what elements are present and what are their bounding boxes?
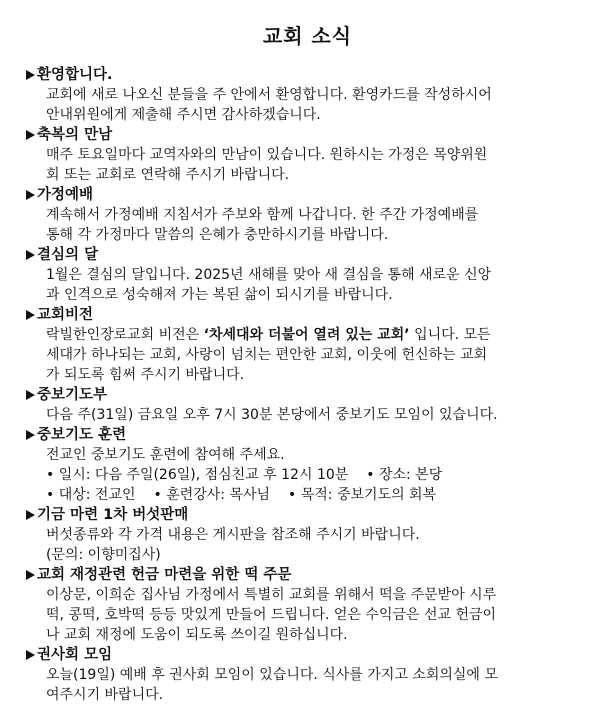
section-church-vision (26, 305, 589, 385)
section-heading: 교회비전 (26, 305, 589, 325)
section-body: 락빌한인장로교회 비전은 ‘차세대와 더불어 열려 있는 교회’ 입니다. 모든 세대가 하나되는 교회, 사랑이 넘치는 편안한 교회, 이웃에 헌신하는 교회 가 되도록 힘써 주시기 바랍니다. (46, 327, 491, 383)
section-body: 계속해서 가정예배 지침서가 주보와 함께 나갑니다. 한 주간 가정예배를 통해 각 가정마다 말씀의 은혜가 충만하시기를 바랍니다. (46, 207, 479, 243)
vision-statement: ‘차세대와 더불어 열려 있는 교회’ (203, 327, 410, 343)
section-heading: 가정예배 (26, 185, 589, 205)
triangle-bullet-icon (26, 190, 35, 200)
section-body: 1월은 결심의 달입니다. 2025년 새해를 맞아 새 결심을 통해 새로운 신앙 과 인격으로 성숙해져 가는 복된 삶이 되시기를 바랍니다. (46, 267, 492, 303)
section-heading: 중보기도부 (26, 385, 589, 405)
triangle-bullet-icon (26, 570, 35, 580)
page-title: 교회 소식 (262, 24, 353, 48)
section-intercession-training (26, 425, 589, 505)
section-heading: 중보기도 훈련 (26, 425, 589, 445)
detail-item: • 목적: 중보기도의 회복 (288, 487, 437, 503)
detail-row (46, 465, 589, 485)
section-intercession-dept (26, 385, 589, 425)
detail-item: • 일시: 다음 주일(26일), 점심친교 후 12시 10분 (46, 467, 349, 483)
section-body: 다음 주(31일) 금요일 오후 7시 30분 본당에서 중보기도 모임이 있습니다. (46, 407, 498, 423)
detail-item: • 장소: 본당 (366, 467, 443, 483)
triangle-bullet-icon (26, 430, 35, 440)
section-heading: 기금 마련 1차 버섯판매 (26, 505, 589, 525)
section-mushroom-sale (26, 505, 589, 565)
triangle-bullet-icon (26, 390, 35, 400)
triangle-bullet-icon (26, 310, 35, 320)
detail-item: • 대상: 전교인 (46, 487, 136, 503)
section-body: 이상문, 이희순 집사님 가정에서 특별히 교회를 위해서 떡을 주문받아 시루 떡, 콩떡, 호박떡 등등 맛있게 만들어 드립니다. 얻은 수익금은 선교 헌금이 나 교회 재정에 도움이 되도록 쓰이길 원하십니다. (46, 587, 497, 643)
section-body: 버섯종류와 각 가격 내용은 게시판을 참조해 주시기 바랍니다. (문의: 이향미집사) (46, 527, 420, 563)
section-resolution-month (26, 245, 589, 305)
training-details (26, 465, 589, 505)
section-heading: 권사회 모임 (26, 645, 589, 665)
section-heading: 교회 재정관련 헌금 마련을 위한 떡 주문 (26, 565, 589, 585)
section-heading: 환영합니다. (26, 65, 589, 85)
section-body: 교회에 새로 나오신 분들을 주 안에서 환영합니다. 환영카드를 작성하시어 안내위원에게 제출해 주시면 감사하겠습니다. (46, 87, 492, 123)
section-body: 전교인 중보기도 훈련에 참여해 주세요. (46, 447, 285, 463)
triangle-bullet-icon (26, 70, 35, 80)
detail-row (46, 485, 589, 505)
section-heading: 결심의 달 (26, 245, 589, 265)
section-heading: 축복의 만남 (26, 125, 589, 145)
triangle-bullet-icon (26, 250, 35, 260)
section-family-worship (26, 185, 589, 245)
section-body: 매주 토요일마다 교역자와의 만남이 있습니다. 원하시는 가정은 목양위원 회 또는 교회로 연락해 주시기 바랍니다. (46, 147, 488, 183)
triangle-bullet-icon (26, 130, 35, 140)
triangle-bullet-icon (26, 650, 35, 660)
section-blessing-meeting (26, 125, 589, 185)
detail-item: • 훈련강사: 목사님 (153, 487, 271, 503)
section-body: 오늘(19일) 예배 후 권사회 모임이 있습니다. 식사를 가지고 소회의실에 모 여주시기 바랍니다. (46, 667, 498, 703)
section-rice-cake-order (26, 565, 589, 645)
section-deaconess-meeting (26, 645, 589, 705)
section-welcome (26, 65, 589, 125)
triangle-bullet-icon (26, 510, 35, 520)
